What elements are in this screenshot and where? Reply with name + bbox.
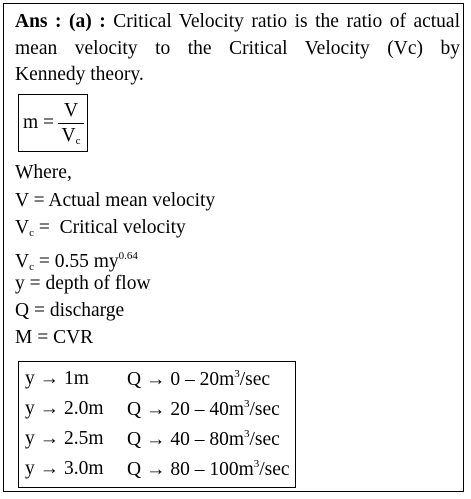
answer-line-1 bbox=[15, 11, 460, 33]
formula-lhs: m = bbox=[23, 112, 55, 133]
answer-label: Ans : (a) : bbox=[15, 11, 106, 32]
def-y: y = depth of flow bbox=[15, 273, 151, 294]
def-vc: $V_c$ = Critical velocity bbox=[15, 217, 186, 239]
answer-text-1: Critical Velocity ratio is the ratio of actual bbox=[113, 11, 460, 32]
answer-line-3: Kennedy theory. bbox=[15, 64, 144, 85]
fraction-bar bbox=[58, 123, 84, 124]
formula-numerator: V bbox=[63, 100, 79, 121]
answer-line-2: mean velocity to the Critical Velocity (Vc) by bbox=[15, 38, 460, 59]
formula-fraction bbox=[58, 101, 84, 151]
def-v: V = Actual mean velocity bbox=[15, 190, 216, 211]
formula-box bbox=[18, 94, 88, 152]
def-m: M = CVR bbox=[15, 327, 94, 348]
depth-discharge-table bbox=[18, 361, 296, 488]
def-q: Q = discharge bbox=[15, 300, 125, 321]
table-row: y → 1m $Q \to 0 - 20m^3/\sec$ bbox=[25, 368, 271, 390]
where-label: Where, bbox=[15, 162, 72, 183]
table-row: y → 2.5m $Q \to 40 - 80m^3/\sec$ bbox=[25, 428, 280, 450]
table-row: y → 2.0m $Q \to 20 - 40m^3/\sec$ bbox=[25, 398, 280, 420]
table-row: y → 3.0m $Q \to 80 - 100m^3/\sec$ bbox=[25, 458, 290, 480]
formula-denominator: $V_c$ bbox=[61, 125, 81, 147]
def-vc-formula: $V_c = 0.55$ $my^{0.64}$ bbox=[15, 250, 138, 273]
answer-panel bbox=[3, 3, 464, 492]
